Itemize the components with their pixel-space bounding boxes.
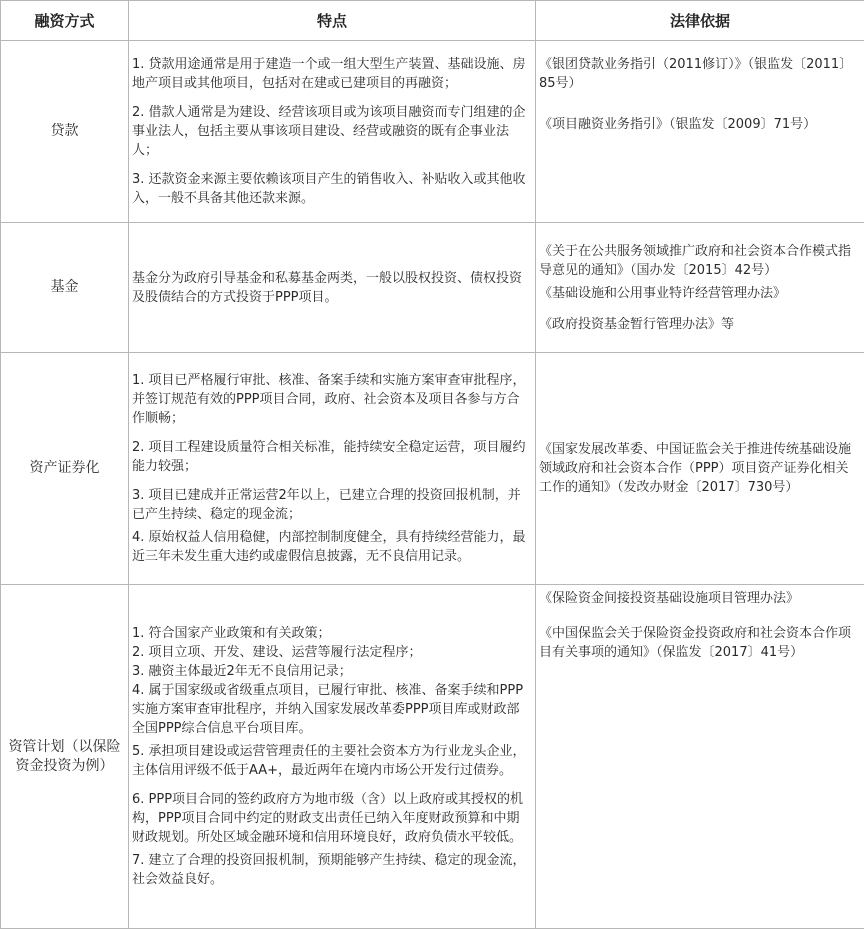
feature-item: 3. 融资主体最近2年无不良信用记录；: [132, 662, 532, 681]
legal-cell: [536, 353, 864, 585]
legal-item: 《关于在公共服务领域推广政府和社会资本合作模式指导意见的通知》（国办发〔2015〕42号）: [539, 242, 861, 280]
feature-item: 7. 建立了合理的投资回报机制，预期能够产生持续、稳定的现金流，社会效益良好。: [132, 851, 532, 889]
feature-item: 5. 承担项目建设或运营管理责任的主要社会资本方为行业龙头企业，主体信用评级不低于AA+，最近两年在境内市场公开发行过债券。: [132, 742, 532, 780]
features-cell: [129, 353, 536, 585]
features-cell: [129, 585, 536, 929]
header-features: 特点: [129, 1, 536, 41]
method-cell: 贷款: [1, 41, 129, 223]
legal-item: 《银团贷款业务指引（2011修订）》（银监发〔2011〕85号）: [539, 55, 861, 93]
legal-cell: [536, 585, 864, 929]
feature-item: 1. 贷款用途通常是用于建造一个或一组大型生产装置、基础设施、房地产项目或其他项目，包括对在建或已建项目的再融资；: [132, 55, 532, 93]
legal-item: 《保险资金间接投资基础设施项目管理办法》: [539, 589, 861, 608]
legal-cell: [536, 223, 864, 353]
table-row: [1, 41, 864, 223]
legal-item: 《项目融资业务指引》（银监发〔2009〕71号）: [539, 115, 861, 134]
feature-item: 3. 还款资金来源主要依赖该项目产生的销售收入、补贴收入或其他收入，一般不具备其他还款来源。: [132, 170, 532, 208]
legal-item: 《中国保监会关于保险资金投资政府和社会资本合作项目有关事项的通知》（保监发〔2017〕41号）: [539, 624, 861, 662]
feature-item: 4. 属于国家级或省级重点项目，已履行审批、核准、备案手续和PPP实施方案审查审批程序，并纳入国家发展改革委PPP项目库或财政部全国PPP综合信息平台项目库。: [132, 681, 532, 738]
header-legal-basis: 法律依据: [536, 1, 864, 41]
feature-item: 2. 项目立项、开发、建设、运营等履行法定程序；: [132, 643, 532, 662]
feature-item: 6. PPP项目合同的签约政府方为地市级（含）以上政府或其授权的机构，PPP项目合同中约定的财政支出责任已纳入年度财政预算和中期财政规划。所处区域金融环境和信用环境良好，政府负债水平较低。: [132, 790, 532, 847]
method-cell: 资管计划（以保险资金投资为例）: [1, 585, 129, 929]
feature-item: 1. 项目已严格履行审批、核准、备案手续和实施方案审查审批程序，并签订规范有效的PPP项目合同，政府、社会资本及项目各参与方合作顺畅；: [132, 371, 532, 428]
method-cell: 基金: [1, 223, 129, 353]
table-row: [1, 353, 864, 585]
header-row: [1, 1, 864, 41]
table-row: [1, 585, 864, 929]
feature-item: 3. 项目已建成并正常运营2年以上，已建立合理的投资回报机制，并已产生持续、稳定的现金流；: [132, 486, 532, 524]
method-cell: 资产证券化: [1, 353, 129, 585]
table-row: [1, 223, 864, 353]
legal-item: 《基础设施和公用事业特许经营管理办法》: [539, 284, 861, 303]
features-cell: [129, 41, 536, 223]
feature-item: 2. 借款人通常是为建设、经营该项目或为该项目融资而专门组建的企事业法人，包括主要从事该项目建设、经营或融资的既有企事业法人；: [132, 103, 532, 160]
header-method: 融资方式: [1, 1, 129, 41]
feature-item: 1. 符合国家产业政策和有关政策；: [132, 624, 532, 643]
legal-cell: [536, 41, 864, 223]
feature-item: 2. 项目工程建设质量符合相关标准，能持续安全稳定运营，项目履约能力较强；: [132, 438, 532, 476]
legal-item: 《国家发展改革委、中国证监会关于推进传统基础设施领域政府和社会资本合作（PPP）项目资产证券化相关工作的通知》（发改办财金〔2017〕730号）: [539, 440, 861, 497]
feature-item: 4. 原始权益人信用稳健，内部控制制度健全，具有持续经营能力，最近三年未发生重大违约或虚假信息披露，无不良信用记录。: [132, 528, 532, 566]
legal-item: 《政府投资基金暂行管理办法》等: [539, 315, 861, 334]
features-cell: [129, 223, 536, 353]
feature-item: 基金分为政府引导基金和私募基金两类，一般以股权投资、债权投资及股债结合的方式投资于PPP项目。: [132, 269, 532, 307]
